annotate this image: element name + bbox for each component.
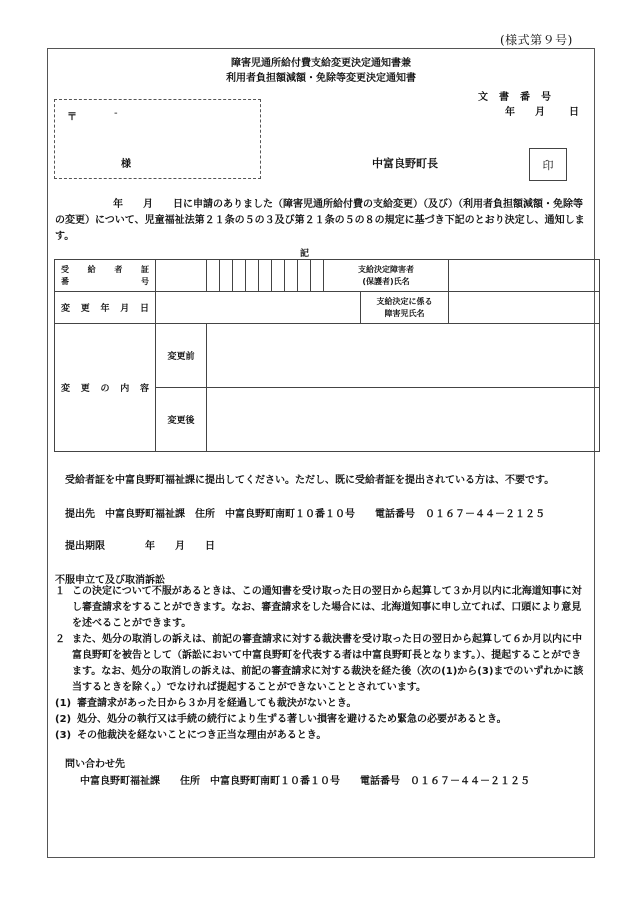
guardian-name-field[interactable] [449, 260, 600, 292]
recipient-digit-cell[interactable] [246, 260, 259, 292]
form-number: (様式第９号) [500, 33, 573, 47]
after-field[interactable] [207, 388, 600, 452]
recipient-number-label-2: 番号 [61, 276, 149, 286]
postal-mark: 〒 [67, 112, 77, 123]
child-name-label-2: 障害児氏名 [384, 308, 425, 318]
child-name-label [361, 292, 449, 324]
submit-card-note: 受給者証を中富良野町福祉課に提出してください。ただし、既に受給者証を提出されている方は、不要です。 [65, 475, 555, 486]
appeal-subitem [55, 712, 591, 728]
appeal-item-number: １ [55, 586, 65, 597]
appeal-item-number: ２ [55, 634, 65, 645]
guardian-name-label-1: 支給決定障害者 [358, 264, 414, 274]
recipient-digit-cell[interactable] [298, 260, 311, 292]
change-content-label: 変更の内容 [55, 324, 156, 452]
addressee-suffix: 様 [121, 159, 131, 170]
issuer-name: 中富良野町長 [372, 157, 438, 170]
guardian-name-label-2: (保護者)氏名 [362, 276, 410, 286]
recipient-digit-cell[interactable] [285, 260, 298, 292]
address-box [54, 99, 261, 179]
after-label: 変更後 [156, 388, 207, 452]
date-year: 年 [505, 107, 515, 118]
change-date-field[interactable] [156, 292, 361, 324]
seal-box: 印 [529, 148, 567, 181]
child-name-label-1: 支給決定に係る [376, 296, 433, 306]
title-line-2: 利用者負担額減額・免除等変更決定通知書 [226, 73, 416, 84]
appeal-item [55, 632, 591, 696]
appeal-section [55, 584, 591, 744]
recipient-digit-cell[interactable] [220, 260, 233, 292]
date-month: 月 [535, 107, 545, 118]
recipient-digit-cell[interactable] [156, 260, 207, 292]
inquiry-title: 問い合わせ先 [65, 759, 125, 770]
submit-deadline: 提出期限 年 月 日 [65, 541, 215, 552]
appeal-subitem [55, 696, 591, 712]
before-label: 変更前 [156, 324, 207, 388]
child-name-field[interactable] [449, 292, 600, 324]
inquiry-contact: 中富良野町福祉課 住所 中富良野町南町１０番１０号 電話番号 ０１６７－４４－２１２５ [80, 776, 530, 787]
appeal-item-number: (3) [55, 730, 72, 741]
decision-table [54, 259, 600, 452]
title-line-1: 障害児通所給付費支給変更決定通知書兼 [231, 58, 411, 69]
appeal-item-text: この決定について不服があるときは、この通知書を受け取った日の翌日から起算して３か月以内に北海道知事に対し審査請求をすることができます。なお、審査請求をした場合には、北海道知事に申し立てれば、口頭により意見を述べることができます。 [72, 586, 582, 629]
issue-date [505, 103, 579, 118]
recipient-number-label-1: 受給者証 [61, 264, 149, 274]
appeal-item-text: 審査請求があった日から３か月を経過しても裁決がないとき。 [77, 698, 357, 709]
appeal-section-title: 不服申立て及び取消訴訟 [55, 575, 165, 586]
recipient-digit-cell[interactable] [311, 260, 324, 292]
recipient-digit-cell[interactable] [259, 260, 272, 292]
change-date-label: 変更年月日 [55, 292, 156, 324]
appeal-item [55, 584, 591, 632]
appeal-item-text: その他裁決を経ないことにつき正当な理由があるとき。 [77, 730, 327, 741]
ki-heading: 記 [300, 249, 310, 259]
decision-text: 年 月 日に申請のありました（障害児通所給付費の支給変更）（及び）（利用者負担額減額・免除等の変更）について、児童福祉法第２１条の５の３及び第２１条の５の８の規定に基づき下記のとおり決定し、通知します。 [55, 199, 585, 242]
appeal-item-number: (1) [55, 698, 72, 709]
document-number-label: 文書番号 [478, 92, 562, 103]
appeal-item-text: また、処分の取消しの訴えは、前記の審査請求に対する裁決書を受け取った日の翌日から起算して６か月以内に中富良野町を被告として（訴訟において中富良野町を代表する者は中富良野町長となります。）、提起することができます。なお、処分の取消しの訴えは、前記の審査請求に対する裁決を経た後（次の(1)から(3)までのいずれかに該当するときを除く。）でなければ提起することができないこととされています。 [72, 634, 584, 693]
postal-dash: - [114, 108, 118, 119]
appeal-item-number: (2) [55, 714, 72, 725]
submit-destination: 提出先 中富良野町福祉課 住所 中富良野町南町１０番１０号 電話番号 ０１６７－４４－２１２５ [65, 509, 545, 520]
guardian-name-label [324, 260, 449, 292]
before-field[interactable] [207, 324, 600, 388]
recipient-digit-cell[interactable] [233, 260, 246, 292]
recipient-digit-cell[interactable] [207, 260, 220, 292]
appeal-item-text: 処分、処分の執行又は手続の続行により生ずる著しい損害を避けるため緊急の必要があるとき。 [77, 714, 507, 725]
recipient-number-label [55, 260, 156, 292]
appeal-subitem [55, 728, 591, 744]
recipient-digit-cell[interactable] [272, 260, 285, 292]
date-day: 日 [569, 107, 579, 118]
